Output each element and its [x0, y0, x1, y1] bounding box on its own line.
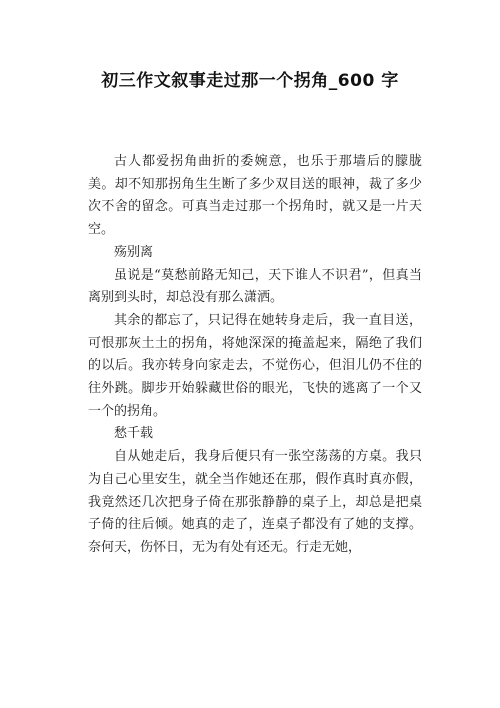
paragraph-sorrow: 自从她走后，我身后便只有一张空荡荡的方桌。我只为自己心里安生，就全当作她还在那，假作真时真亦假，我竟然还几次把身子倚在那张静静的桌子上，却总是把桌子倚的往后倾。她真的走了，连桌子都没有了她的支撑。奈何天，伤怀日，无为有处有还无。行走无她， [88, 449, 422, 555]
paragraph-farewell-memory: 其余的都忘了，只记得在她转身走后，我一直目送，可恨那灰土土的拐角，将她深深的掩盖起来，隔绝了我们的以后。我亦转身向家走去，不觉伤心，但泪儿仍不住的往外跳。脚步开始躲藏世俗的眼光，飞快的逃离了一个又一个的拐角。 [88, 312, 422, 419]
document-body [88, 151, 422, 560]
document-title: 初三作文叙事走过那一个拐角_600 字 [101, 71, 399, 91]
paragraph-farewell-quote: 虽说是“莫愁前路无知己，天下谁人不识君”，但真当离别到头时，却总没有那么潇洒。 [88, 267, 422, 306]
section-heading-sorrow: 愁千载 [114, 426, 154, 442]
section-heading-farewell: 殇别离 [114, 244, 154, 260]
paragraph-intro: 古人都爱拐角曲折的委婉意，也乐于那墙后的朦胧美。却不知那拐角生生断了多少双目送的眼神，裁了多少次不舍的留念。可真当走过那一个拐角时，就又是一片天空。 [88, 154, 422, 238]
